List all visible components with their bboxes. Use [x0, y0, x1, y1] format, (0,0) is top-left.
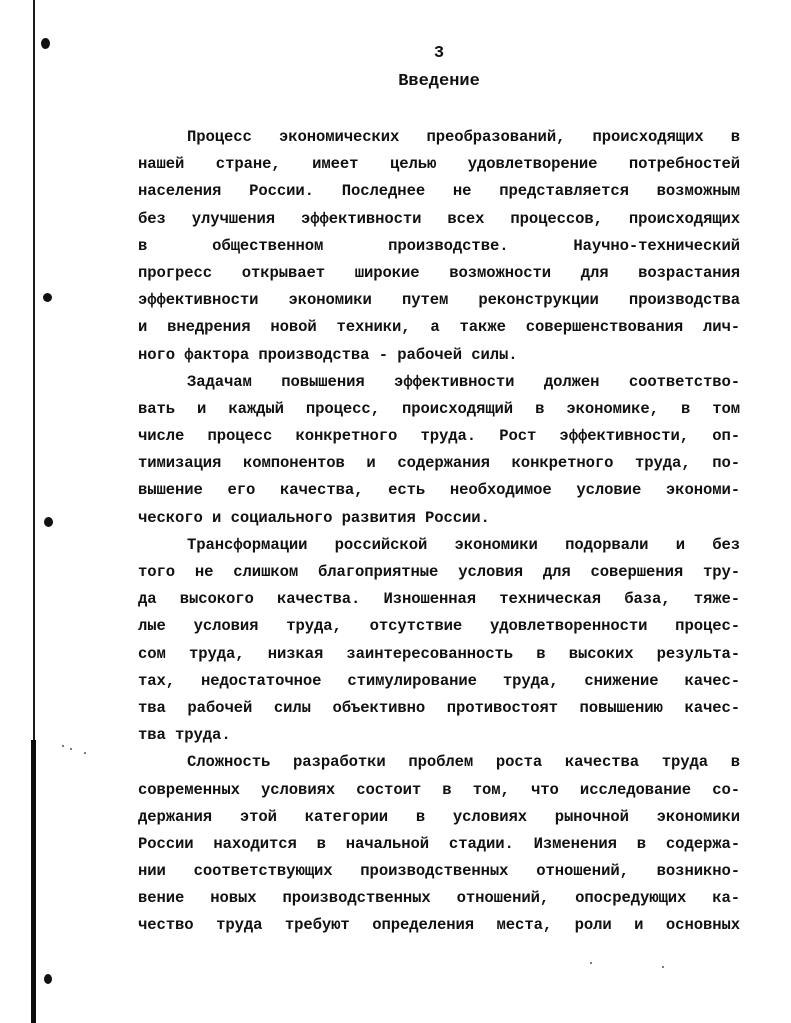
text-line: вышение его качества, есть необходимое условие экономи- — [138, 481, 740, 500]
text-line: тва рабочей силы объективно противостоят повышению качес- — [138, 698, 740, 717]
text-line: вать и каждый процесс, происходящий в экономике, в том — [138, 399, 740, 418]
scan-speck — [662, 966, 664, 968]
scan-mark — [44, 517, 53, 527]
text-line: Процесс экономических преобразований, происходящих в — [187, 128, 740, 146]
text-line: России находится в начальной стадии. Изменения в содержа- — [138, 834, 740, 853]
page-title: Введение — [398, 72, 480, 91]
text-line: в общественном производстве. Научно-технический — [138, 236, 740, 255]
text-line: Сложность разработки проблем роста качества труда в — [187, 753, 740, 772]
body-text — [138, 124, 740, 940]
text-line: современных условиях состоит в том, что исследование со- — [138, 780, 740, 799]
text-line: населения России. Последнее не представляется возможным — [138, 182, 740, 201]
scan-edge-shadow — [31, 740, 36, 1023]
text-line: прогресс открывает широкие возможности для возрастания — [138, 263, 740, 282]
text-line: нашей стране, имеет целью удовлетворение потребностей — [138, 155, 740, 174]
scan-speck — [62, 745, 64, 747]
text-line: да высокого качества. Изношенная техническая база, тяже- — [138, 590, 740, 609]
scan-mark — [44, 974, 52, 984]
text-line: тва труда. — [138, 726, 231, 745]
text-line: нии соответствующих производственных отношений, возникно- — [138, 862, 740, 881]
page-number: 3 — [433, 44, 445, 63]
text-line: лые условия труда, отсутствие удовлетворенности процес- — [138, 617, 740, 636]
text-line: того не слишком благоприятные условия для совершения тру- — [138, 563, 740, 581]
scan-mark — [43, 293, 52, 302]
text-line: тах, недостаточное стимулирование труда, снижение качес- — [138, 671, 740, 690]
text-line: чество труда требуют определения места, роли и основных — [138, 916, 740, 935]
text-line: Трансформации российской экономики подорвали и без — [187, 535, 740, 554]
scan-speck — [590, 962, 592, 964]
text-line: вение новых производственных отношений, опосредующих ка- — [138, 889, 740, 908]
text-line: ческого и социального развития России. — [138, 508, 490, 527]
text-line: эффективности экономики путем реконструкции производства — [138, 291, 740, 310]
text-line: сом труда, низкая заинтересованность в высоких результа- — [138, 644, 740, 663]
scan-speck — [84, 752, 86, 754]
scan-speck — [70, 748, 72, 750]
text-line: держания этой категории в условиях рыночной экономики — [138, 807, 740, 826]
text-line: числе процесс конкретного труда. Рост эффективности, оп- — [138, 427, 740, 446]
text-line: тимизация компонентов и содержания конкретного труда, по- — [138, 454, 740, 473]
text-line: ного фактора производства - рабочей силы. — [138, 345, 518, 364]
text-line: без улучшения эффективности всех процессов, происходящих — [138, 209, 740, 228]
text-line: и внедрения новой техники, а также совершенствования лич- — [138, 318, 740, 337]
text-line: Задачам повышения эффективности должен соответство- — [187, 372, 740, 391]
